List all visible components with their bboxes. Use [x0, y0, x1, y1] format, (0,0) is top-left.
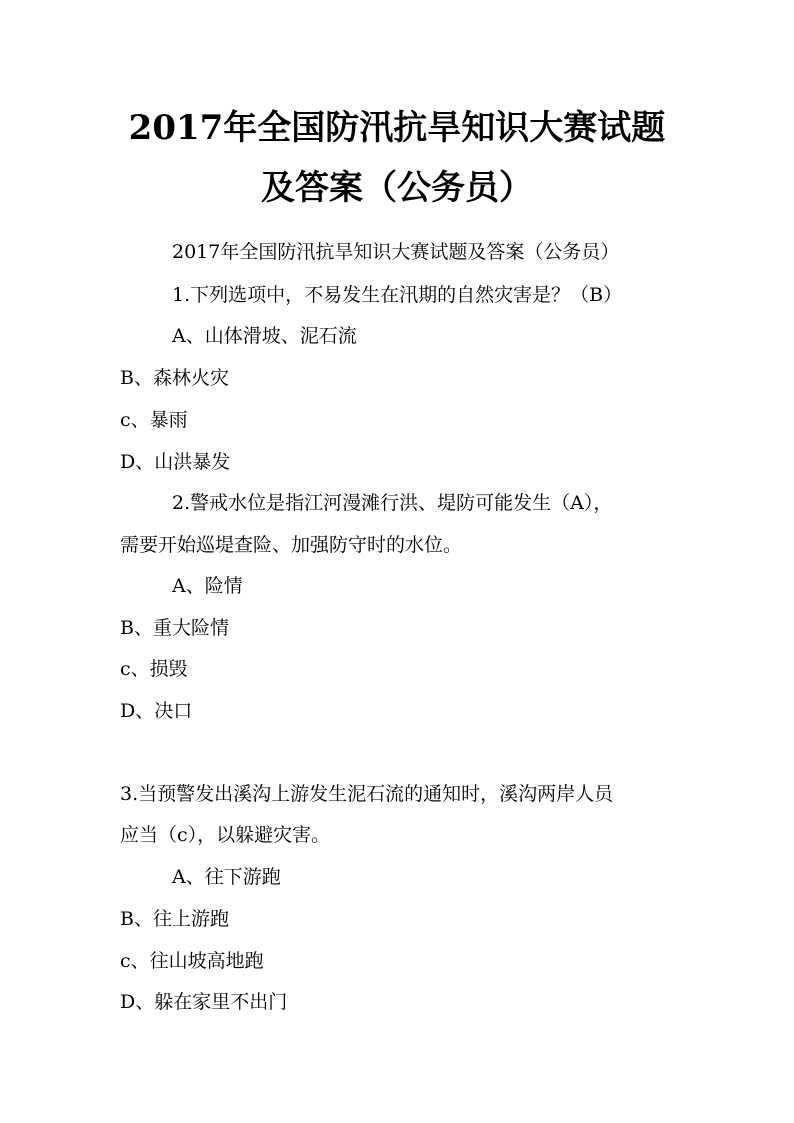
- question-2-option-a: A、险情: [172, 575, 243, 597]
- question-3-option-d: D、躲在家里不出门: [120, 991, 288, 1013]
- question-3-text-line-2: 应当（c），以躲避灾害。: [120, 824, 331, 846]
- question-2-option-b: B、重大险情: [120, 617, 229, 639]
- document-title-line-1: 2017年全国防汛抗旱知识大赛试题: [128, 108, 666, 148]
- question-1-text: 1.下列选项中，不易发生在汛期的自然灾害是？（B）: [172, 284, 623, 306]
- question-1-option-c: c、暴雨: [120, 409, 188, 431]
- question-1-option-a: A、山体滑坡、泥石流: [172, 325, 357, 347]
- question-3-text-line-1: 3.当预警发出溪沟上游发生泥石流的通知时，溪沟两岸人员: [120, 783, 614, 805]
- document-subtitle: 2017年全国防汛抗旱知识大赛试题及答案（公务员）: [172, 241, 620, 263]
- question-2-text-line-2: 需要开始巡堤查险、加强防守时的水位。: [120, 534, 463, 556]
- question-2-option-c: c、损毁: [120, 658, 188, 680]
- question-2-text-line-1: 2.警戒水位是指江河漫滩行洪、堤防可能发生（A），: [172, 492, 613, 514]
- question-3-option-b: B、往上游跑: [120, 908, 229, 930]
- question-2-option-d: D、决口: [120, 700, 193, 722]
- question-1-option-b: B、森林火灾: [120, 367, 229, 389]
- question-3-option-c: c、往山坡高地跑: [120, 950, 264, 972]
- question-3-option-a: A、往下游跑: [172, 866, 281, 888]
- question-1-option-d: D、山洪暴发: [120, 451, 231, 473]
- document-title-line-2: 及答案（公务员）: [261, 168, 533, 208]
